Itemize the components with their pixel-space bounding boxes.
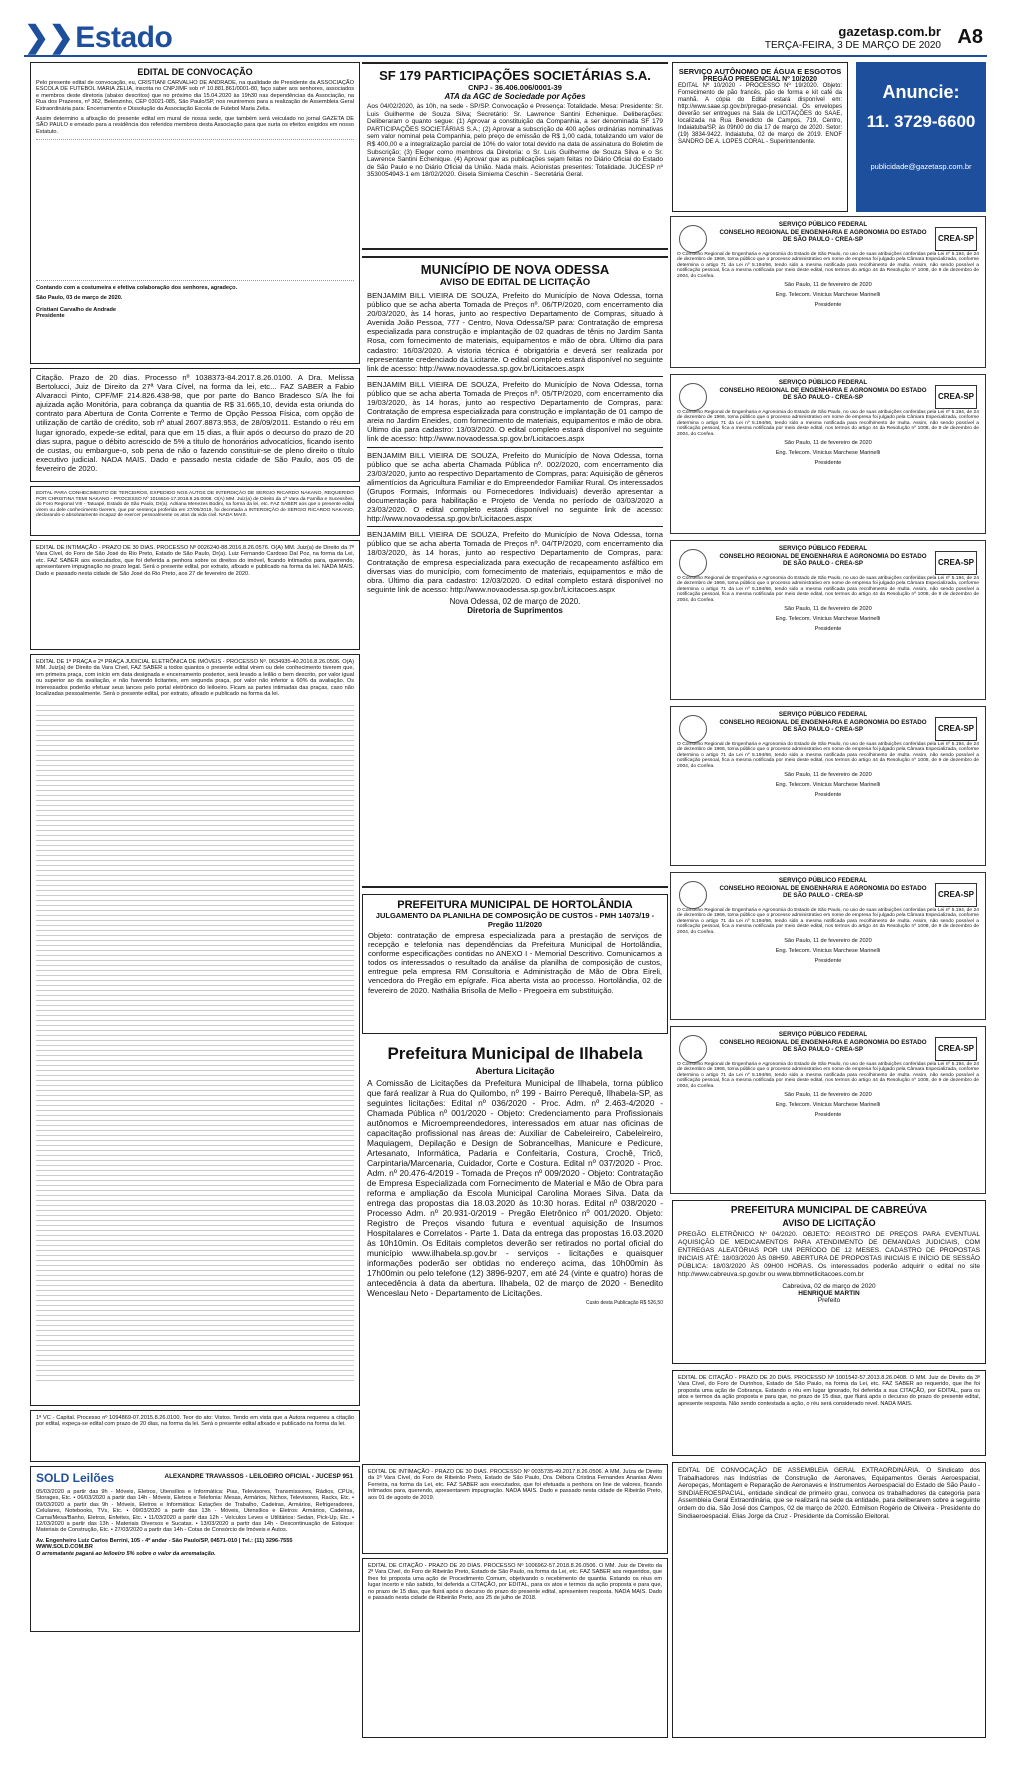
crea-role: Presidente	[814, 957, 842, 964]
crea-role: Presidente	[814, 1111, 842, 1118]
divider	[367, 526, 663, 527]
cabreuva-subtitle: AVISO DE LICITAÇÃO	[782, 1218, 876, 1228]
sf179-cnpj: CNPJ - 36.406.006/0001-39	[468, 83, 562, 92]
sold-note: O arrematante pagará ao leiloeiro 5% sobre o valor da arrematação.	[36, 1550, 216, 1557]
edital-convocacao-place: São Paulo, 03 de março de 2020.	[36, 294, 123, 301]
crea-header: SERVIÇO PÚBLICO FEDERAL	[778, 221, 868, 228]
crea-place: São Paulo, 11 de fevereiro de 2020	[784, 282, 872, 289]
crea-logo: CREA-SP	[935, 1037, 977, 1061]
crea-role: Presidente	[814, 459, 842, 466]
edital-convocacao-text: Pelo presente edital de convocação, eu, CRISTIANI CARVALHO DE ANDRADE, na qualidade de Presidente da ASSOCIAÇÃO ESCOLA DE FUTEBOL MARIA ZELIA, inscrita no CNPJ/MF sob nº 10.881.861/0001-80, faço saber aos senhores, associados e membros deste diretoria (abaixo descritos) que no próximo dia 15.04.2020 às 19h30 nas dependências da Associação, na Rua dos Prazeres, nº 362, Belenzinho, CEP 03021-085, São Paulo/SP, nos reuniremos para a realização de Assembleia Geral Extraordinária para: Encerramento e Dissolução da Associação Escola de Futebol Maria Zelia.	[36, 80, 354, 112]
crea-org: CONSELHO REGIONAL DE ENGENHARIA E AGRONOMIA DO ESTADO DE SÃO PAULO - CREA-SP	[719, 718, 927, 733]
crea-signer: Eng. Telecom. Vinicius Marchese Marinelli	[775, 1102, 881, 1109]
cabreuva-signer: HENRIQUE MARTIN	[798, 1290, 860, 1297]
header-divider	[24, 55, 987, 57]
sold-site[interactable]: WWW.SOLD.COM.BR	[36, 1544, 93, 1551]
cabreuva-role: Prefeito	[817, 1297, 841, 1304]
crea-notice	[670, 540, 986, 700]
hortolandia-text: Objeto: contratação de empresa especializada para a prestação de serviços de recepção e telefonia nas dependências da Prefeitura Municipal de Hortolândia, conforme especificações contidas no ANEXO I - Memorial Descritivo. Comunicamos a todos os interessados o resultado da análise da planilha de composição de custos, entregue pela empresa RM Consultoria e Administração de Mão de Obra Eireli, vencedora do Pregão em epígrafe. Fica aberta vista ao processo. Hortolândia, 02 de fevereiro de 2020. Nathália Brisolla de Mello - Pregoeira em substituição.	[368, 931, 662, 995]
crea-notice	[670, 706, 986, 866]
newspaper-logo: ❯❯Estado	[24, 21, 173, 54]
crea-text: O Conselho Regional de Engenharia e Agronomia do Estado de São Paulo, no uso de suas atribuições conferidas pela Lei nº 5.194, de 24 de dezembro de 1966, torna público que o processo administrativo em nome de empresa foi julgado pela Câmara Especializada, conforme determina o artigo 71 da Lei nº 5.194/66, tendo sido a mesma notificada para recolhimento de multa. Assim, não sendo possível a notificação pessoal, fica a mesma notificada por meio deste edital, nos termos do artigo 44 da Resolução nº 1008, de 9 de dezembro de 2004, do Confea.	[677, 741, 979, 769]
cabreuva-notice	[672, 1200, 986, 1364]
nova-odessa-p2: BENJAMIM BILL VIEIRA DE SOUZA, Prefeito do Município de Nova Odessa, torna público que se acha aberta Tomada de Preços nº. 05/TP/2020, com encerramento dia 19/03/2020, às 14 horas, junto ao respectivo Departamento de Compras, para: Contratação de empresa especializada para construção e implantação de 01 campo de areia no Jardim Eneides, com fornecimento de materiais, equipamentos e mão de obra. Último dia para cadastro: 13/03/2020. O edital completo estará disponível no seguinte link de acesso: http://www.novaodessa.sp.gov.br/Licitacoes.aspx	[367, 379, 663, 444]
crea-place: São Paulo, 11 de fevereiro de 2020	[784, 1092, 872, 1099]
saae-text: EDITAL Nº 10/2020 - PROCESSO Nº 19/2020. Objeto: Fornecimento de pão francês, pão de forma e kit café da manhã. A cópia do Edital estará disponível em: http://www.saae.sp.gov.br/pregao-presencial. Os envelopes deverão ser entregues na Sala de LICITAÇÕES do SAAE, localizada na Rua Benedicto de Campos, 719, Centro, Indaiatuba/SP, às 09h00 do dia 17 de março de 2020. Setor: (19) 3834-9422. Indaiatuba, 02 de março de 2019. ENOF SANDRO DE A. LOPES CORAL - Superintendente.	[678, 83, 842, 145]
cabreuva-title: PREFEITURA MUNICIPAL DE CABREÚVA	[730, 1205, 928, 1216]
crea-signer: Eng. Telecom. Vinicius Marchese Marinelli	[775, 782, 881, 789]
crea-header: SERVIÇO PÚBLICO FEDERAL	[778, 877, 868, 884]
edital-citacao-ourinhos	[672, 1370, 986, 1456]
edital-convocacao-text2: Assim determino a afixação do presente edital em mural de nossa sede, que também será veiculado no jornal GAZETA DE SÃO PAULO e enviado para a residência dos referidos membros desta Associação para que surta os efeitos exigidos em nosso Estatuto.	[36, 116, 354, 135]
edital-1vc-capital	[30, 1410, 360, 1462]
edital-convocacao	[30, 62, 360, 364]
saae-notice	[672, 62, 848, 212]
crea-text: O Conselho Regional de Engenharia e Agronomia do Estado de São Paulo, no uso de suas atribuições conferidas pela Lei nº 5.194, de 24 de dezembro de 1966, torna público que o processo administrativo em nome de empresa foi julgado pela Câmara Especializada, conforme determina o artigo 71 da Lei nº 5.194/66, tendo sido a mesma notificada para recolhimento de multa. Assim, não sendo possível a notificação pessoal, fica a mesma notificada por meio deste edital, nos termos do artigo 44 da Resolução nº 1008, de 9 de dezembro de 2004, do Confea.	[677, 251, 979, 279]
citacao-text: Citação. Prazo de 20 dias. Processo nº 1038373-84.2017.8.26.0100. A Dra. Melissa Bertolucci, Juiz de Direito da 27ª Vara Cível, na forma da lei, etc... FAZ SABER a Fabio Alvaracci Pinto, CPF/MF 214.826.438-98, que por parte do Banco Bradesco S/A lhe foi ajuizada ação Monitória, para cobrança da quantia de R$ 31.665,10, devida esta oriunda do contrato para Abertura de Conta Corrente e Termo de Opção Pessoa Física, com opção de utilização de cartão de crédito, sob nº atual 2607.8873.953, de 28/09/2011. Estando o réu em lugar ignorado, expede-se edital, para que em 15 dias, a fluir após o decurso do prazo de 20 dias supra, pague o débito acrescido de 5% a título de honorários advocatícios, ficando isento de custas, ou embargue-o, sob pena de não o fazendo constituir-se de pleno direito o título executivo judicial. NADA MAIS. Dado e passado nesta cidade de São Paulo, aos 05 de fevereiro de 2020.	[36, 373, 354, 473]
crea-org: CONSELHO REGIONAL DE ENGENHARIA E AGRONOMIA DO ESTADO DE SÃO PAULO - CREA-SP	[719, 386, 927, 401]
divider	[367, 376, 663, 377]
ilhabela-title: Prefeitura Municipal de Ilhabela	[387, 1044, 643, 1063]
edital-ribeirao-text: EDITAL DE INTIMAÇÃO - PRAZO DE 30 DIAS. PROCESSO Nº 0035735-49.2017.8.26.0506. A MM. Juíza de Direito da 1ª Vara Cível, do Foro de Ribeirão Preto, Estado de São Paulo, Dra. Débora Cristina Fernandes Ananias Alves Ferreira, na forma da Lei, etc. FAZ SABER aos executados, que foi efetuada a penhora on line de valores, ficando intimados para, querendo, apresentarem impugnação. NADA MAIS. Dado e passado nesta cidade de Ribeirão Preto, aos 01 de agosto de 2019.	[368, 1469, 662, 1501]
crea-logo: CREA-SP	[935, 385, 977, 409]
crea-role: Presidente	[814, 301, 842, 308]
nova-odessa-p1: BENJAMIM BILL VIEIRA DE SOUZA, Prefeito do Município de Nova Odessa, torna público que se acha aberta Tomada de Preços nº. 06/TP/2020, com encerramento dia 20/03/2020, às 14 horas, junto ao respectivo Departamento de Compras, situado à Avenida João Pessoa, 777 - Centro, Nova Odessa/SP para: Contratação de empresa especializada para construção e implantação de 02 quadras de tênis no Jardim Santa Rosa, com fornecimento de materiais, equipamentos e mão de obra. Último dia para cadastro: 16/03/2020. A vistoria técnica é obrigatória e deverá ser realizada por representante credenciado da Licitante. O edital completo estará disponível no seguinte link de acesso: http://www.novaodessa.sp.gov.br/Licitacoes.aspx	[367, 291, 663, 373]
edital-interdicao-text: EDITAL PARA CONHECIMENTO DE TERCEIROS, EXPEDIDO NOS AUTOS DE INTERDIÇÃO DE SERGIO RICARDO NAKANO, REQUERIDO POR CHRISTINA TEMI NAKANO - PROCESSO Nº 1016816-17.2018.8.26.0008. O(A) MM. Juiz(a) de Direito da 1ª Vara da Família e Sucessões, do Foro Regional VIII - Tatuapé, Estado de São Paulo, Dr(a). Adriana Menezes Bodini, na forma da lei, etc. FAZ SABER aos que o presente edital virem ou dele conhecimento tiverem, que por sentença proferida em 27/05/2019, foi decretada a INTERDIÇÃO de SERGIO RICARDO NAKANO, declarando-o absolutamente incapaz de exercer pessoalmente os atos da vida civil. NADA MAIS.	[36, 491, 354, 519]
hortolandia-title: PREFEITURA MUNICIPAL DE HORTOLÂNDIA	[397, 899, 633, 911]
crea-place: São Paulo, 11 de fevereiro de 2020	[784, 938, 872, 945]
crea-header: SERVIÇO PÚBLICO FEDERAL	[778, 1031, 868, 1038]
edital-citacao-ribeirao-text: EDITAL DE CITAÇÃO - PRAZO DE 20 DIAS. PROCESSO Nº 1006962-57.2018.8.26.0506. O MM. Juiz de Direito da 2ª Vara Cível, do Foro de Ribeirão Preto, Estado de São Paulo, na forma da Lei, etc. FAZ SABER aos requeridos, que lhes foi proposta uma ação de Procedimento Comum, objetivando o recebimento de quantia. Estando os réus em lugar incerto e não sabido, foi deferida a CITAÇÃO, por EDITAL, para os atos e termos da ação proposta e para que, no prazo de 15 dias, que fluirá após o decurso do prazo do presente edital, apresentem resposta. NADA MAIS. Dado e passado nesta cidade de Ribeirão Preto, aos 25 de julho de 2018.	[368, 1563, 662, 1602]
crea-logo: CREA-SP	[935, 551, 977, 575]
brasil-seal-icon	[679, 549, 707, 577]
sf179-text: Aos 04/02/2020, às 10h, na sede - SP/SP. Convocação e Presença: Totalidade. Mesa: Presidente: Sr. Luis Guilherme de Souza Silva; Secretário: Sr. Lawrence Santini Echenique. Deliberações: Deliberaram o quanto segue: (1) Aprovar a constituição da Companhia, a ser denominada SF 179 PARTICIPAÇÕES SOCIETÁRIAS S.A.; (2) Aprovar a subscrição de 400 ações ordinárias nominativas sem valor nominal pela Companhia, pelo preço de emissão de R$ 1,00 cada, totalizando um valor de R$ 400,00 e a integralização parcial de 10% do valor total devido na data de assinatura do Boletim de Subscrição; (3) Eleger como membros da Diretoria: o Sr. Luis Guilherme de Souza Silva e o Sr. Lawrence Santini Echenique. (4) Aprovar que as publicações sejam feitas no Diário Oficial do Estado de São Paulo e no Diário Oficial da União. Nada mais. Acionistas presentes: Totalidade. JUCESP nº 3530054943-1 em 18/02/2020. Gisela Simiema Ceschin - Secretária Geral.	[367, 103, 663, 179]
crea-signer: Eng. Telecom. Vinicius Marchese Marinelli	[775, 948, 881, 955]
crea-logo: CREA-SP	[935, 717, 977, 741]
saae-title: SERVIÇO AUTÔNOMO DE ÁGUA E ESGOTOS	[678, 67, 842, 76]
edital-citacao-ribeirao	[362, 1558, 668, 1738]
ilhabela-subtitle: Abertura Licitação	[475, 1066, 555, 1076]
advertise-title: Anuncie:	[882, 82, 960, 102]
nova-odessa-p3: BENJAMIM BILL VIEIRA DE SOUZA, Prefeito do Município de Nova Odessa, torna público que se acha aberta Chamada Pública nº. 002/2020, com encerramento dia 23/03/2020, junto ao respectivo Departamento de Compras, para: Aquisição de gêneros alimentícios da Agricultura Familiar e do Empreendedor Familiar Rural. Os interessados (Grupos Formais, Informais ou Fornecedores Individuais) deverão apresentar a documentação para habilitação e Projeto de Venda no período de 03/03/2020 a 23/03/2020. O edital completo estará disponível no seguinte link de acesso: http://www.novaodessa.sp.gov.br/Licitacoes.aspx	[367, 450, 663, 524]
crea-org: CONSELHO REGIONAL DE ENGENHARIA E AGRONOMIA DO ESTADO DE SÃO PAULO - CREA-SP	[719, 884, 927, 899]
brasil-seal-icon	[679, 1035, 707, 1063]
brasil-seal-icon	[679, 383, 707, 411]
hortolandia-subtitle: JULGAMENTO DA PLANILHA DE COMPOSIÇÃO DE CUSTOS - PMH 14073/19 - Pregão 11/2020	[375, 911, 655, 929]
brasil-seal-icon	[679, 881, 707, 909]
sold-address: Av. Engenheiro Luiz Carlos Berrini, 105 - 4º andar - São Paulo/SP, 04571-010 | Tel.: (11) 3296-7555	[36, 1537, 293, 1544]
crea-text: O Conselho Regional de Engenharia e Agronomia do Estado de São Paulo, no uso de suas atribuições conferidas pela Lei nº 5.194, de 24 de dezembro de 1966, torna público que o processo administrativo em nome de empresa foi julgado pela Câmara Especializada, conforme determina o artigo 71 da Lei nº 5.194/66, tendo sido a mesma notificada para recolhimento de multa. Assim, não sendo possível a notificação pessoal, fica a mesma notificada por meio deste edital, nos termos do artigo 44 da Resolução nº 1008, de 9 de dezembro de 2004, do Confea.	[677, 575, 979, 603]
advertise-phone[interactable]: 11. 3729-6600	[866, 112, 976, 131]
crea-header: SERVIÇO PÚBLICO FEDERAL	[778, 711, 868, 718]
page-header	[0, 0, 1011, 56]
hortolandia-notice	[362, 894, 668, 1034]
saae-subtitle: PREGÃO PRESENCIAL Nº 10/2020	[702, 76, 818, 83]
nova-odessa-title: MUNICÍPIO DE NOVA ODESSA	[420, 262, 610, 277]
brasil-seal-icon	[679, 225, 707, 253]
edital-convocacao-signer: Cristiani Carvalho de Andrade	[36, 307, 116, 314]
divider	[367, 447, 663, 448]
crea-signer: Eng. Telecom. Vinicius Marchese Marinelli	[775, 450, 881, 457]
advertise-email[interactable]: publicidade@gazetasp.com.br	[870, 162, 972, 171]
sf179-subtitle: ATA da AGC de Sociedade por Ações	[444, 92, 586, 101]
sold-text: 05/03/2020 a partir das 9h - Móveis, Eletros, Utensílios e Informática: Pias, Televisores, Transmissores, Rádios, CPUs, Storages, Etc. • 06/03/2020 a partir das 14h - Móveis, Eletros e Telefonia: Mesas, Armários, Nichos, Televisores, Racks, Etc. • 09/03/2020 a partir das 9h - Móveis, Eletros e Informática: Estações de Trabalho, Cadeiras, Armários, Refrigeradores, Celulares, Notebooks, TVs, Etc. • 09/03/2020 a partir das 13h - Móveis, Utensílios e Eletros: Armários, Cadeiras, Cama/Mesa/Banho, Eletros, Enfeites, Etc. • 11/03/2020 a partir das 12h - Veículos Leves e Utilitários: Sedan, Pick-Up, Etc. • 12/03/2020 a partir das 13h - Materiais Diversos e Sucatas. • 13/03/2020 a partir das 14h - Descontinuação de Estoque: Materiais de Construção, Etc. • 27/03/2020 a partir das 14h - Cotas de Consórcio de Imóveis e Autos.	[36, 1489, 354, 1534]
crea-role: Presidente	[814, 625, 842, 632]
board-members-list	[36, 139, 354, 281]
crea-text: O Conselho Regional de Engenharia e Agronomia do Estado de São Paulo, no uso de suas atribuições conferidas pela Lei nº 5.194, de 24 de dezembro de 1966, torna público que o processo administrativo em nome de empresa foi julgado pela Câmara Especializada, conforme determina o artigo 71 da Lei nº 5.194/66, tendo sido a mesma notificada para recolhimento de multa. Assim, não sendo possível a notificação pessoal, fica a mesma notificada por meio deste edital, nos termos do artigo 44 da Resolução nº 1008, de 9 de dezembro de 2004, do Confea.	[677, 409, 979, 437]
chevron-logo-icon: ❯❯	[24, 21, 74, 54]
crea-text: O Conselho Regional de Engenharia e Agronomia do Estado de São Paulo, no uso de suas atribuições conferidas pela Lei nº 5.194, de 24 de dezembro de 1966, torna público que o processo administrativo em nome de empresa foi julgado pela Câmara Especializada, conforme determina o artigo 71 da Lei nº 5.194/66, tendo sido a mesma notificada para recolhimento de multa. Assim, não sendo possível a notificação pessoal, fica a mesma notificada por meio deste edital, nos termos do artigo 44 da Resolução nº 1008, de 9 de dezembro de 2004, do Confea.	[677, 907, 979, 935]
edital-interdicao	[30, 486, 360, 536]
brasil-seal-icon	[679, 715, 707, 743]
sindicato-assembleia	[672, 1462, 986, 1738]
edital-praca-body	[36, 701, 354, 1381]
crea-logo: CREA-SP	[935, 883, 977, 907]
edital-praca-judicial	[30, 654, 360, 1406]
sold-brand: SOLD Leilões	[36, 1471, 115, 1485]
crea-notice	[670, 216, 986, 368]
page-number: A8	[957, 26, 983, 48]
crea-header: SERVIÇO PÚBLICO FEDERAL	[778, 379, 868, 386]
crea-signer: Eng. Telecom. Vinicius Marchese Marinelli	[775, 292, 881, 299]
sold-auctioneer: ALEXANDRE TRAVASSOS - LEILOEIRO OFICIAL - JUCESP 951	[164, 1473, 353, 1480]
edital-intimacao-rio-preto	[30, 540, 360, 650]
crea-role: Presidente	[814, 791, 842, 798]
crea-notice	[670, 872, 986, 1020]
sf179-title: SF 179 PARTICIPAÇÕES SOCIETÁRIAS S.A.	[379, 68, 651, 83]
sold-leiloes-ad	[30, 1466, 360, 1632]
sf179-ata	[362, 62, 668, 250]
edital-intimacao-ribeirao	[362, 1464, 668, 1554]
citacao-notice	[30, 368, 360, 482]
nova-odessa-subtitle: AVISO DE EDITAL DE LICITAÇÃO	[439, 277, 591, 288]
edital-convocacao-title: EDITAL DE CONVOCAÇÃO	[137, 67, 253, 77]
edital-intimacao-text: EDITAL DE INTIMAÇÃO - PRAZO DE 30 DIAS. PROCESSO Nº 0026240-88.2016.8.26.0576. O(A) MM. Juiz(a) de Direito da 7ª Vara Cível, do Foro de São José do Rio Preto, Estado de São Paulo, Dr(a). Luiz Fernando Cardoso Dal Poz, na forma da Lei, etc. FAZ SABER aos executados, que foi deferida a penhora sobre os direitos do imóvel, ficando intimados para, querendo, apresentarem impugnação no prazo legal. Será o presente edital, por extrato, afixado e publicado na forma da lei. NADA MAIS. Dado e passado nesta cidade de São José do Rio Preto, aos 27 de fevereiro de 2020.	[36, 545, 354, 577]
crea-logo: CREA-SP	[935, 227, 977, 251]
ilhabela-text: A Comissão de Licitações da Prefeitura Municipal de Ilhabela, torna público que fará realizar à Rua do Quilombo, nº 199 - Bairro Perequê, Ilhabela-SP, as seguintes licitações: Edital nº 036/2020 - Proc. Adm. nº 2.463-4/2020 - Chamada Pública nº 001/2020 - Objeto: Credenciamento para Profissionais autônomos e Microempreendedores, interessados em atuar nas oficinas de capacitação profissional nas áreas de: Auxiliar de Cabeleireiro, Cabeleireiro, Maquiagem, Depilação e Design de Sobrancelhas, Manicure e Pedicure, Artesanato, Informática, Padaria e Confeitaria, Costura, Crochê, Tricô, Carpintaria/Marcenaria, Cuidador, Corte e Costura. Edital nº 037/2020 - Proc. Adm. nº 20.476-4/2019 - Tomada de Preços nº 009/2020 - Objeto: Contratação de Empresa Especializada com Fornecimento de Material e Mão de Obra para reforma e ampliação da Escola Municipal Carolina Moraes Silva. Data da entrega das propostas dia 18.03.2020 às 10:30 horas. Edital nº 038/2020 - Processo Adm. nº 20.931-0/2019 - Pregão Eletrônico nº 001/2020. Objeto: Registro de Preços visando futura e eventual aquisição de Insumos Hospitalares e Correlatos - Parte 1. Data da entrega das propostas 16.03.2020 às 10h10min. Os Editais completos deverão ser retirados no portal oficial do município www.ilhabela.sp.gov.br - serviços - licitações e quaisquer informações poderão ser obtidas no endereço acima, das 10h00min às 17h00min ou pelo telefone (12) 3896-9207, em até 24 (vinte e quatro) horas de antecedência à data da abertura. Ilhabela, 02 de março de 2020 - Benedito Wenceslau Neto - Departamento de Licitações.	[367, 1078, 663, 1298]
site-url: gazetasp.com.br	[838, 24, 941, 39]
advertise-banner[interactable]	[856, 62, 986, 212]
sindicato-text: EDITAL DE CONVOCAÇÃO DE ASSEMBLEIA GERAL EXTRAORDINÁRIA. O Sindicato dos Trabalhadores nas Indústrias de Construção de Aeronaves, Equipamentos Gerais Aeroespacial, Aeropeças, Montagem e Reparação de Aeronaves e Instrumentos Aeroespacial do Estado de São Paulo - SINDIAEROESPACIAL, entidade sindical de primeiro grau, convoca os trabalhadores da categoria para Assembleia Geral Extraordinária, que se realizará na sede da entidade, para deliberarem sobre a seguinte ordem do dia. São José dos Campos, 02 de março de 2020. Edmilson Rogério de Oliveira - Presidente do Sindiaeroespacial. Elias Jorge da Cruz - Presidente da Comissão Eleitoral.	[678, 1467, 980, 1520]
issue-date: TERÇA-FEIRA, 3 DE MARÇO DE 2020	[764, 40, 941, 51]
ilhabela-notice	[362, 1040, 668, 1460]
crea-place: São Paulo, 11 de fevereiro de 2020	[784, 606, 872, 613]
edital-praca-text: EDITAL DE 1ª PRAÇA e 2ª PRAÇA JUDICIAL ELETRÔNICA DE IMÓVEIS - PROCESSO Nº. 0634935-40.2016.8.26.0506. O(A) MM. Juiz(a) de Direito da Vara Cível, FAZ SABER a todos quantos o presente edital virem ou dele conhecimento tiverem que, em primeira praça, com início em data designada e encerramento posterior, será levado a leilão o bem descrito, por valor igual ou superior ao da avaliação, e não havendo licitantes, em segunda praça, por valor não inferior a 60% da avaliação. Os interessados poderão efetuar seus lances pelo portal eletrônico do leiloeiro. Ficam as partes intimadas das praças, caso não localizadas pessoalmente. Será o presente edital, por extrato, afixado e publicado na forma da lei.	[36, 659, 354, 698]
edital-convocacao-role: Presidente	[36, 313, 65, 320]
cabreuva-place: Cabreúva, 02 de março de 2020	[782, 1283, 876, 1290]
nova-odessa-date: Nova Odessa, 02 de março de 2020.	[449, 596, 581, 606]
ilhabela-cost: Custo desta Publicação R$ 526,50	[586, 1300, 663, 1306]
crea-place: São Paulo, 11 de fevereiro de 2020	[784, 440, 872, 447]
cabreuva-text: PREGÃO ELETRÔNICO Nº 04/2020. OBJETO: REGISTRO DE PREÇOS PARA EVENTUAL AQUISIÇÃO DE MEDICAMENTOS PARA ATENDIMENTO DE DEMANDAS JUDICIAIS, COM ENTREGAS ALEATÓRIAS POR UM PERÍODO DE 12 MESES. CADASTRO DE PROPOSTAS INICIAIS ATÉ: 18/03/2020 ÀS 08H59. ABERTURA DE PROPOSTAS INICIAIS E INÍCIO DE SESSÃO PÚBLICA: 18/03/2020 ÀS 09H00 HORAS. Os interessados poderão adquirir o edital no site http://www.cabreuva.sp.gov.br ou www.bbmnetlicitacoes.com.br	[678, 1231, 980, 1278]
nova-odessa-sign: Diretoria de Suprimentos	[467, 605, 563, 615]
crea-header: SERVIÇO PÚBLICO FEDERAL	[778, 545, 868, 552]
edital-convocacao-closing: Contando com a costumeira e efetiva colaboração dos senhores, agradeço.	[36, 285, 238, 292]
crea-notice	[670, 374, 986, 534]
crea-signer: Eng. Telecom. Vinicius Marchese Marinelli	[775, 616, 881, 623]
edital-ourinhos-text: EDITAL DE CITAÇÃO - PRAZO DE 20 DIAS. PROCESSO Nº 1001542-57.2013.8.26.0408. O MM. Juiz de Direito da 3ª Vara Cível, do Foro de Ourinhos, Estado de São Paulo, na forma da Lei, etc. FAZ SABER ao requerido, que lhe foi proposta uma ação de Cobrança. Estando o réu em lugar ignorado, foi deferida a sua CITAÇÃO, por EDITAL, para os atos e termos da ação proposta e para que, no prazo de 15 dias, que fluirá após o decurso do prazo do presente edital, apresente resposta. Não sendo contestada a ação, o réu será considerado revel. NADA MAIS.	[678, 1375, 980, 1407]
nova-odessa-aviso	[362, 256, 668, 888]
crea-place: São Paulo, 11 de fevereiro de 2020	[784, 772, 872, 779]
crea-text: O Conselho Regional de Engenharia e Agronomia do Estado de São Paulo, no uso de suas atribuições conferidas pela Lei nº 5.194, de 24 de dezembro de 1966, torna público que o processo administrativo em nome de empresa foi julgado pela Câmara Especializada, conforme determina o artigo 71 da Lei nº 5.194/66, tendo sido a mesma notificada para recolhimento de multa. Assim, não sendo possível a notificação pessoal, fica a mesma notificada por meio deste edital, nos termos do artigo 44 da Resolução nº 1008, de 9 de dezembro de 2004, do Confea.	[677, 1061, 979, 1089]
crea-notice	[670, 1026, 986, 1194]
edital-1vc-text: 1ª VC - Capital. Processo nº 1094869-07.2015.8.26.0100. Teor do ato: Vistos. Tendo em vista que a Autora requereu a citação por edital, expeça-se edital com prazo de 20 dias, na forma da lei. Será o presente edital afixado e publicado na forma da lei.	[36, 1415, 354, 1428]
nova-odessa-p4: BENJAMIM BILL VIEIRA DE SOUZA, Prefeito do Município de Nova Odessa, torna público que se acha aberta Tomada de Preços nº. 04/TP/2020, com encerramento dia 18/03/2020, às 14 horas, junto ao respectivo Departamento de Compras, para: Contratação de empresa especializada para execução de recapeamento asfáltico em diversas vias do município, com fornecimento de materiais, equipamentos e mão de obra. Último dia para cadastro: 12/03/2020. O edital completo estará disponível no seguinte link de acesso: http://www.novaodessa.sp.gov.br/Licitacoes.aspx	[367, 530, 663, 594]
crea-org: CONSELHO REGIONAL DE ENGENHARIA E AGRONOMIA DO ESTADO DE SÃO PAULO - CREA-SP	[719, 552, 927, 567]
crea-org: CONSELHO REGIONAL DE ENGENHARIA E AGRONOMIA DO ESTADO DE SÃO PAULO - CREA-SP	[719, 1038, 927, 1053]
crea-org: CONSELHO REGIONAL DE ENGENHARIA E AGRONOMIA DO ESTADO DE SÃO PAULO - CREA-SP	[719, 228, 927, 243]
